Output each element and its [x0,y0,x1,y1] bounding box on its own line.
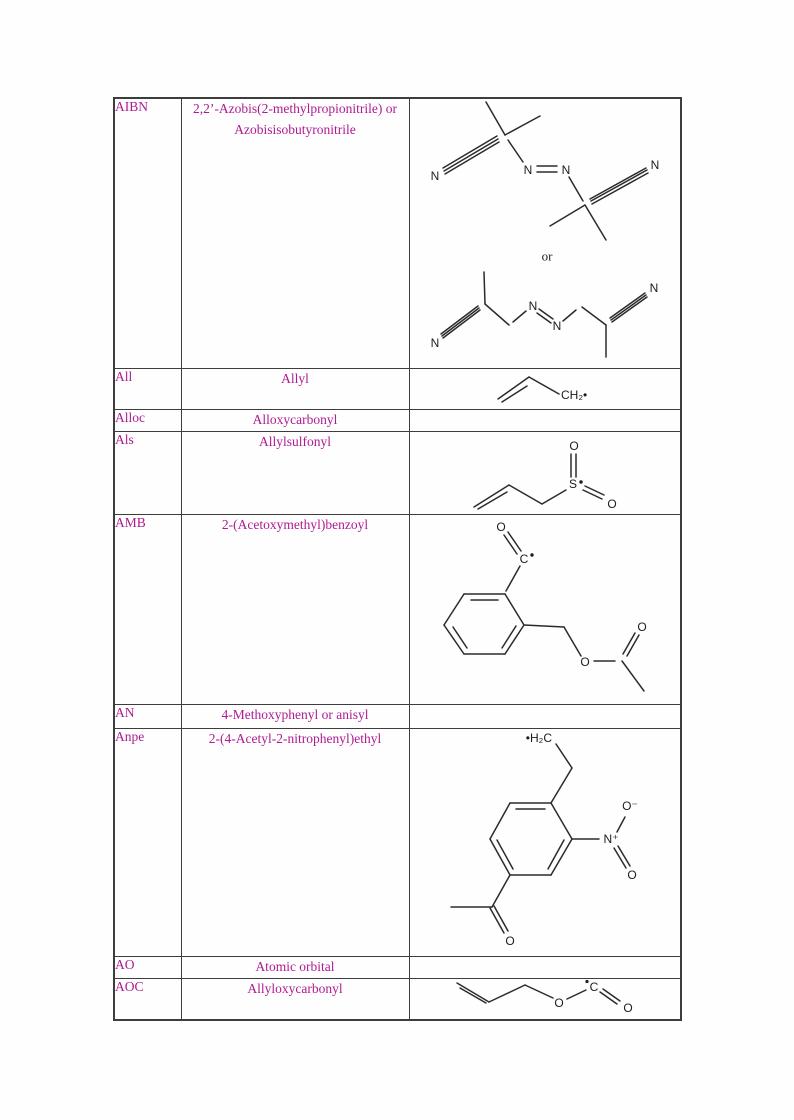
structure-cell-empty [409,956,681,978]
table-row [114,98,681,368]
abbreviation-table [113,97,682,1021]
name-cell [181,704,409,728]
full-name: Atomic orbital [255,958,335,974]
or-word: or [541,248,552,264]
atom-label-o: O [606,496,617,511]
structure-cell [409,728,681,956]
atom-label-n: N [649,281,658,295]
full-name: Alloxycarbonyl [252,411,338,427]
name-cell [181,514,409,704]
atom-label-c: C [589,979,598,994]
abbreviation: Anpe [115,728,145,744]
table-row [114,956,681,978]
atom-label-o: O [495,519,506,534]
name-cell [181,978,409,1020]
structure-cell [409,514,681,704]
atom-label-n: N [528,299,537,313]
table-row [114,431,681,514]
atom-label-o: O [504,933,515,948]
anpe-structure [410,729,682,955]
abbr-cell [114,409,181,431]
amb-structure [410,515,682,703]
atom-label-s: S [568,476,577,491]
allyl-bonds [498,377,559,402]
full-name: 2,2’-Azobis(2-methylpropionitrile) or Azobisisobutyronitrile [193,101,397,137]
acyl-radical-bonds [504,532,521,591]
structure-cell [409,978,681,1020]
abbreviation: AN [115,704,135,720]
table-row [114,368,681,409]
abbr-cell [114,728,181,956]
abbr-cell [114,514,181,704]
structure-cell [409,368,681,409]
structure-cell [409,98,681,368]
atom-label-o-minus: O⁻ [621,798,638,813]
allyl-structure [410,369,682,408]
aibn-structure [410,99,682,365]
name-cell [181,409,409,431]
atom-label-h2c-radical: •H₂C [525,730,552,745]
table-row [114,514,681,704]
abbr-cell [114,978,181,1020]
table-row [114,409,681,431]
abbr-cell [114,956,181,978]
atom-label-n: N [552,319,561,333]
abbreviation: Alloc [115,409,145,425]
abbr-cell [114,368,181,409]
table-row [114,728,681,956]
atom-label-o: O [636,619,647,634]
abbr-cell [114,431,181,514]
atom-label-n-plus: N⁺ [603,831,618,846]
structure-cell [409,431,681,514]
allylsulfonyl-bonds [474,454,604,509]
radical-dot-icon [579,480,582,483]
abbreviation: AMB [115,514,146,530]
full-name: 4-Methoxyphenyl or anisyl [221,706,369,722]
allylsulfonyl-structure [410,432,682,513]
aoc-structure [410,979,682,1019]
aibn-form2-bonds [441,272,647,357]
abbr-cell [114,704,181,728]
table-row [114,978,681,1020]
abbreviation: AOC [115,978,144,994]
acetyl-group-bonds [451,875,510,933]
full-name: Allylsulfonyl [258,433,331,449]
atom-label-c: C [519,551,528,566]
table-row [114,704,681,728]
abbreviation: All [115,368,133,384]
atom-label-o: O [579,654,590,669]
full-name: Allyl [281,370,309,386]
name-cell [181,728,409,956]
ethyl-radical-bonds [551,744,572,803]
atom-label-n: N [561,163,570,177]
name-cell [181,431,409,514]
atom-label-ch2-radical: CH₂• [560,387,587,402]
benzene-ring [444,594,524,654]
structure-cell-empty [409,409,681,431]
abbr-cell [114,98,181,368]
atom-label-n: N [430,169,439,183]
abbreviation: Als [115,431,134,447]
name-cell [181,368,409,409]
radical-dot-icon [585,979,588,982]
atom-label-n: N [523,163,532,177]
atom-label-o: O [553,995,564,1010]
structure-cell-empty [409,704,681,728]
atom-label-n: N [430,336,439,350]
name-cell [181,98,409,368]
atom-label-o: O [622,1000,633,1015]
radical-dot-icon [530,553,533,556]
abbreviation: AO [115,956,135,972]
atom-label-n: N [650,158,659,172]
benzene-ring [490,803,572,875]
atom-label-o: O [568,438,579,453]
full-name: Allyloxycarbonyl [247,980,343,996]
name-cell [181,956,409,978]
full-name: 2-(Acetoxymethyl)benzoyl [221,516,369,532]
abbreviation: AIBN [115,99,148,114]
aibn-form1-bonds [443,102,648,240]
nitro-group-bonds [572,817,630,868]
full-name: 2-(4-Acetyl-2-nitrophenyl)ethyl [208,730,382,746]
atom-label-o: O [626,867,637,882]
